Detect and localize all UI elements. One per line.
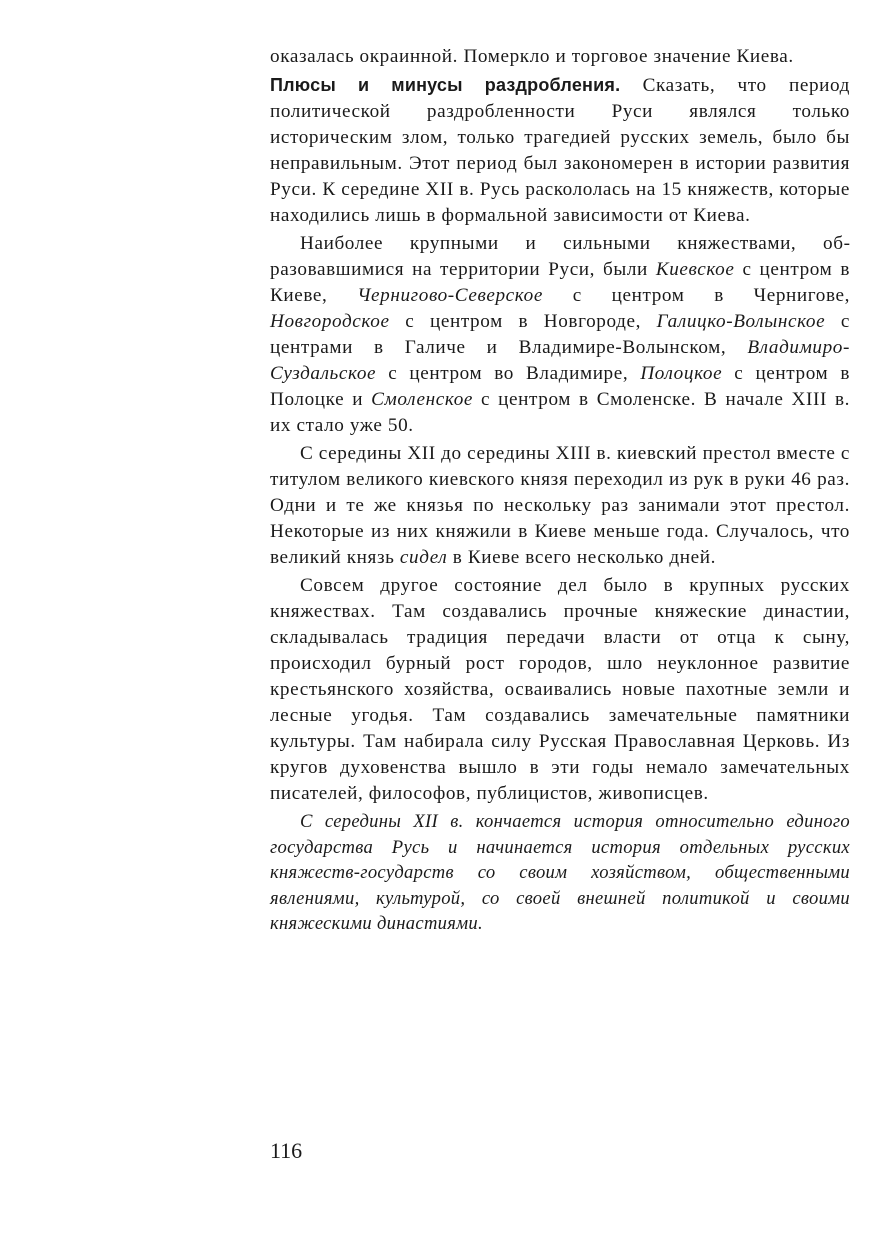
text-run: Наиболее крупными и сильными княжествами, образовавшимися на территории Руси, были (270, 233, 850, 280)
principality-smolensk: Смоленское (371, 389, 474, 410)
paragraph-principalities (270, 231, 850, 439)
paragraph-conclusion: С середины XII в. кончается история относительно единого государства Русь и начинается история отдельных русских княжеств-государств со своим хозяйством, общественными явлениями, культурой, со своей внешней политикой и своими княжескими династиями. (270, 811, 850, 935)
principality-novgorod: Новгородское (270, 311, 390, 332)
text-run: с центром в Чернигове, (542, 285, 851, 306)
principality-galicia-volhynia: Галицко-Волынское (656, 311, 826, 332)
text-run: с центром в Смоленске. В начале XIII в. их стало уже 50. (270, 389, 851, 436)
section-run-in-heading: Плюсы и минусы раздробления. (270, 75, 621, 95)
paragraph-text: Сказать, что период политической раздробленности Руси являлся только историческим злом, только трагедией русских земель, было бы неправильным. Этот период был закономерен в истории развития Руси. К середине XII в. Русь раскололась на 15 княжеств, которые находились лишь в формальной зависимости от Киева. (270, 75, 851, 226)
paragraph-pros-cons (270, 72, 850, 229)
text-run: с центрами в Галиче и Владимире-Волынском, (270, 311, 850, 358)
page-number: 116 (270, 1138, 303, 1163)
principality-chernigov: Чернигово-Северское (357, 285, 543, 306)
principality-vladimir-suzdal: Владимиро-Суздальское (270, 337, 850, 384)
paragraph-large-principalities: Совсем другое состояние дел было в крупных русских княжествах. Там создавались прочные княжеские династии, складывалась традиция передачи власти от отца к сыну, происходил бурный рост городов, шло неуклонное развитие крестьянского хозяйства, осваивались новые пахотные земли и лесные угодья. Там создавались замечательные памятники культуры. Там набирала силу Русская Православная Церковь. Из кругов духовенства вышло в эти годы немало замечательных писателей, философов, публицистов, живописцев. (270, 575, 850, 804)
emphasis-word: сидел (399, 547, 448, 568)
text-run: С середины XII до середины XIII в. киевский престол вместе с титулом великого киевского князя переходил из рук в руки 46 раз. Одни и те же князья по нескольку раз занимали этот престол. Некоторые из них княжили в Киеве меньше года. Случалось, что великий князь (270, 443, 850, 568)
principality-polotsk: Полоцкое (640, 363, 723, 384)
text-run: с центром в Новгороде, (389, 311, 657, 332)
principality-kiev: Киевское (655, 259, 735, 280)
text-run: с центром в Полоцке и (270, 363, 850, 410)
text-run: с центром в Киеве, (270, 259, 850, 306)
page-text-column (270, 44, 850, 937)
paragraph-kiev-throne (270, 441, 850, 571)
text-run: с центром во Владимире, (376, 363, 641, 384)
text-run: в Киеве всего несколько дней. (447, 547, 717, 568)
paragraph-continuation: оказалась окраинной. Померкло и торговое значение Киева. (270, 46, 794, 67)
